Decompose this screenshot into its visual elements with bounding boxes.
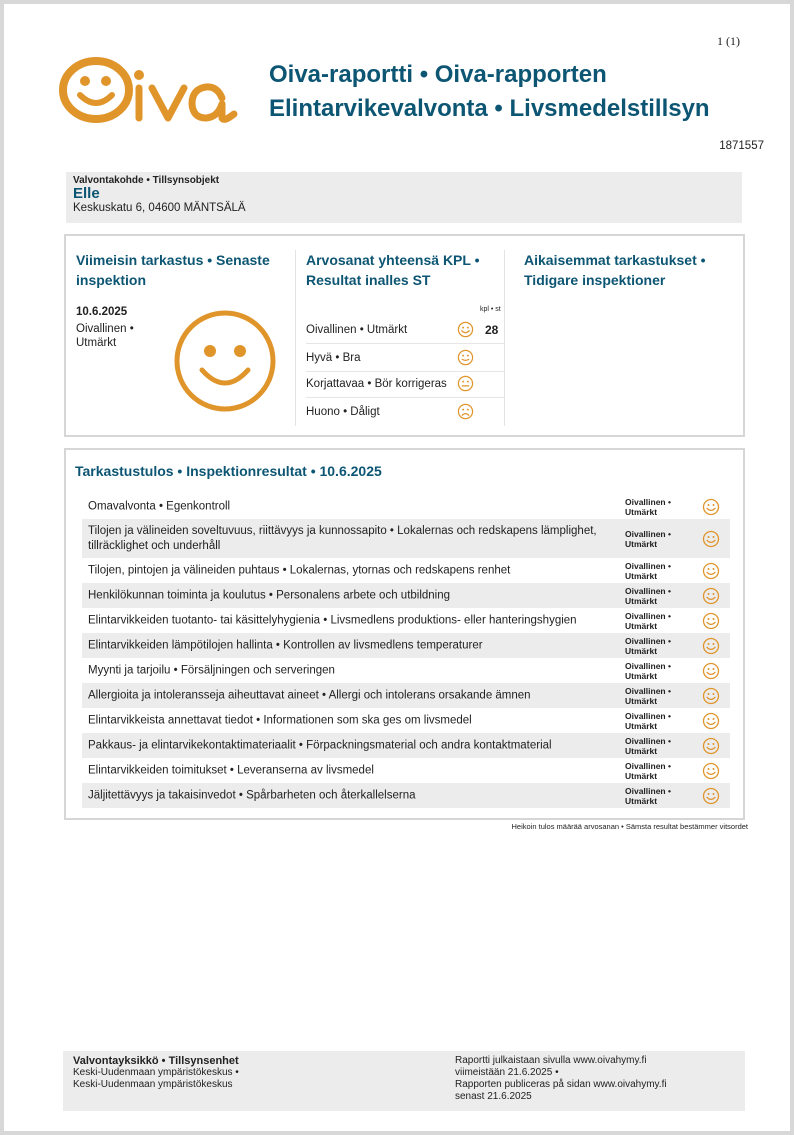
table-row [82,558,730,583]
results-table [82,494,730,808]
footer-unit-line: Keski-Uudenmaan ympäristökeskus [73,1079,233,1090]
grade-count: 28 [485,323,499,337]
result-item-label: Elintarvikkeiden toimitukset • Leveranserna av livsmedel [88,764,374,776]
smiley-happy-icon [702,662,720,680]
result-item-label: Myynti ja tarjoilu • Försäljningen och serveringen [88,664,335,676]
result-item-label: Omavalvonta • Egenkontroll [88,500,231,512]
previous-inspections-title: Aikaisemmat tarkastukset • Tidigare inspektioner [524,252,706,288]
smiley-happy-icon [702,637,720,655]
result-item-label: Jäljitettävyys ja takaisinvedot • Spårbarheten och återkallelserna [88,789,416,801]
table-row [82,583,730,608]
smiley-happy-icon [702,787,720,805]
table-row [82,494,730,519]
inspection-target [66,172,742,223]
result-item-grade: Oivallinen • Utmärkt [625,585,671,606]
results-panel [64,448,745,820]
result-item-grade: Oivallinen • Utmärkt [625,710,671,731]
result-item-label: Allergioita ja intoleransseja aiheuttavat aineet • Allergi och intolerans orsakande ämnen [88,689,531,701]
smiley-happy-icon [702,712,720,730]
result-item-grade: Oivallinen • Utmärkt [625,685,671,706]
smiley-happy-icon [702,530,720,548]
result-item-label: Henkilökunnan toiminta ja koulutus • Personalens arbete och utbildning [88,589,451,601]
footer-unit-line: Keski-Uudenmaan ympäristökeskus • [73,1067,239,1078]
target-label: Valvontakohde • Tillsynsobjekt [73,175,220,186]
target-name: Elle [73,185,100,202]
smiley-happy-icon [457,321,474,338]
page-number: 1 (1) [717,34,740,48]
result-item-grade: Oivallinen • Utmärkt [625,735,671,756]
smiley-happy-icon [702,587,720,605]
grade-label: Huono • Dåligt [306,406,380,418]
result-item-label: Elintarvikkeista annettavat tiedot • Informationen som ska ges om livsmedel [88,714,472,726]
grade-label: Hyvä • Bra [306,352,361,364]
table-row [82,783,730,808]
results-title: Tarkastustulos • Inspektionresultat • 10.6.2025 [75,463,382,479]
latest-inspection-title: Viimeisin tarkastus • Senaste inspektion [76,252,270,288]
oiva-logo [56,52,252,128]
result-item-label: Tilojen, pintojen ja välineiden puhtaus • Lokalernas, ytornas och redskapens renhet [88,564,511,576]
result-item-label: Tilojen ja välineiden soveltuvuus, riittävyys ja kunnossapito • Lokalernas och redskapens lämplighet, tillräcklighet och underhåll [88,524,597,552]
table-row [82,608,730,633]
document-id: 1871557 [719,140,764,152]
publish-line: viimeistään 21.6.2025 • [455,1067,559,1078]
footer-publish-info [455,1055,705,1103]
publish-line: Raportti julkaistaan sivulla www.oivahymy.fi [455,1055,647,1066]
smiley-happy-icon [702,562,720,580]
latest-date: 10.6.2025 [76,306,128,318]
smiley-happy-icon [702,498,720,516]
count-unit: kpl • st [480,306,501,313]
grade-row-good [306,346,504,372]
result-item-label: Elintarvikkeiden tuotanto- tai käsittelyhygienia • Livsmedlens produktions- eller hanteringshygien [88,614,577,626]
report-page [4,4,790,1131]
table-row [82,633,730,658]
publish-line: senast 21.6.2025 [455,1091,532,1102]
summary-panel [64,234,745,437]
grade-label: Oivallinen • Utmärkt [306,324,408,336]
title-line-1: Oiva-raportti • Oiva-rapporten [269,61,607,88]
result-item-grade: Oivallinen • Utmärkt [625,560,671,581]
title-line-2: Elintarvikevalvonta • Livsmedelstillsyn [269,95,710,122]
target-address: Keskuskatu 6, 04600 MÄNTSÄLÄ [73,202,246,214]
table-row [82,683,730,708]
footer-unit [73,1055,239,1091]
smiley-neutral-icon [457,375,474,392]
grades-title: Arvosanat yhteensä KPL • Resultat inalles ST [306,252,480,288]
result-item-grade: Oivallinen • Utmärkt [625,785,671,806]
grade-row-poor [306,400,504,426]
grade-row-excellent [306,318,504,344]
result-item-grade: Oivallinen • Utmärkt [625,496,671,517]
table-row [82,758,730,783]
large-smiley-happy-icon [172,308,278,414]
footer [63,1051,745,1111]
table-row [82,519,730,558]
results-footnote: Heikoin tulos määrää arvosanan • Sämsta resultat bestämmer vitsordet [511,822,748,831]
publish-line: Rapporten publiceras på sidan www.oivahymy.fi [455,1079,667,1090]
result-item-grade: Oivallinen • Utmärkt [625,610,671,631]
report-title [269,58,710,126]
result-item-grade: Oivallinen • Utmärkt [625,635,671,656]
grade-label: Korjattavaa • Bör korrigeras [306,378,447,390]
smiley-happy-icon [702,762,720,780]
table-row [82,708,730,733]
result-item-grade: Oivallinen • Utmärkt [625,760,671,781]
latest-grade: Oivallinen • Utmärkt [76,323,134,349]
result-item-grade: Oivallinen • Utmärkt [625,660,671,681]
smiley-happy-icon [702,687,720,705]
smiley-happy-icon [702,737,720,755]
smiley-content-icon [457,349,474,366]
result-item-label: Pakkaus- ja elintarvikekontaktimateriaalit • Förpackningsmaterial och andra kontaktmaterial [88,739,552,751]
result-item-grade: Oivallinen • Utmärkt [625,528,671,549]
grade-row-needs-correction [306,372,504,398]
footer-unit-title: Valvontayksikkö • Tillsynsenhet [73,1055,239,1067]
smiley-sad-icon [457,403,474,420]
result-item-label: Elintarvikkeiden lämpötilojen hallinta • Kontrollen av livsmedlens temperaturer [88,639,483,651]
smiley-happy-icon [702,612,720,630]
table-row [82,658,730,683]
table-row [82,733,730,758]
